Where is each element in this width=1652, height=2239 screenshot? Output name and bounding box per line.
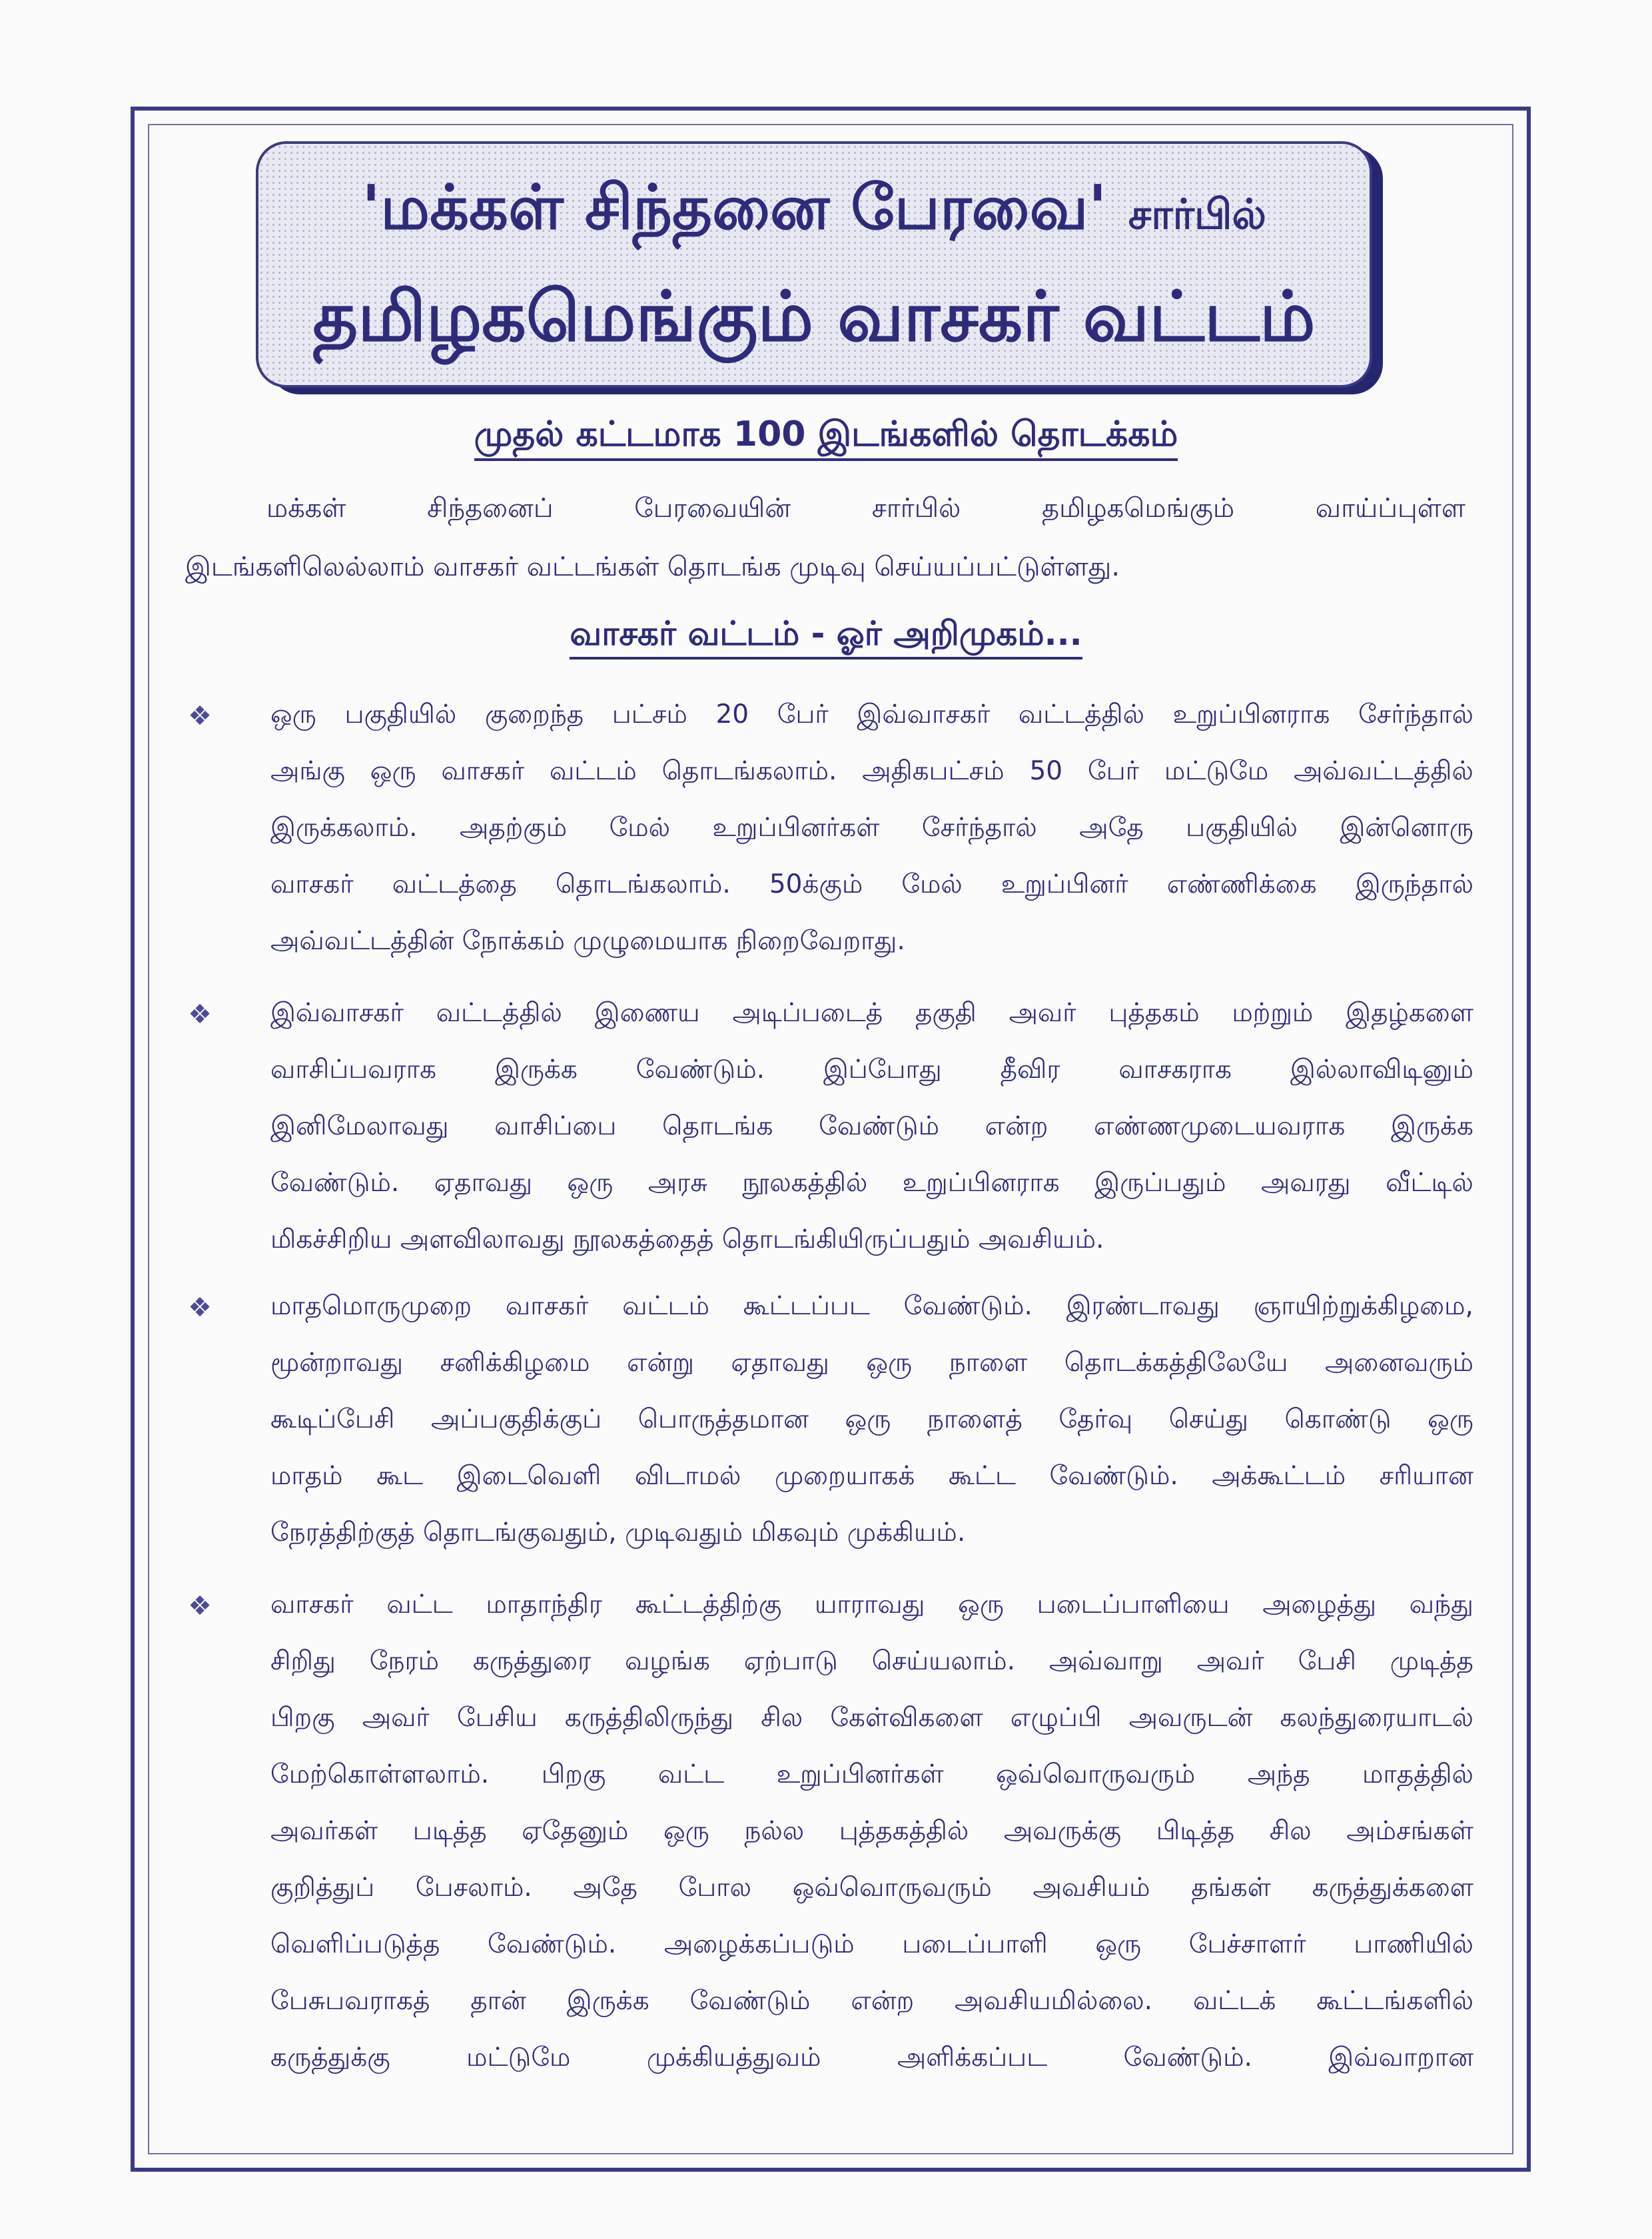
point-word: பேசலாம். [415,1873,532,1903]
point-word: கருத்துக்களை [1312,1873,1473,1903]
point-word: வாசகராக [1118,1055,1232,1085]
point-word: அதிகபட்சம் [862,756,1005,786]
point-word: அரசு [647,1168,707,1198]
point-word: என்று [627,1348,694,1378]
point-word: இவ்வாசகர் [857,699,991,729]
point-word: தொடங்க [662,1111,773,1141]
point-word: வேண்டும் [689,1986,811,2016]
intro-line-1 [266,493,1465,527]
point-word: அதற்கும் [459,813,568,843]
point-word: குறைந்த [484,699,584,729]
point-word: பிறகு [270,1703,335,1733]
subtitle-text: முதல் கட்டமாக 100 இடங்களில் தொடக்கம் [474,414,1178,461]
point-word: அவர் [1009,998,1076,1028]
point-word: சிறிது [270,1646,336,1676]
point-word: வட்டக் [1192,1986,1276,2016]
point-word: வட்டம் [622,1291,709,1321]
intro-word: சார்பில் [871,493,961,524]
point-word: செய்து [1168,1404,1248,1434]
point-word: கருத்துரை [472,1646,592,1676]
point-word: தகுதி [915,998,977,1028]
point-word: செய்யலாம். [871,1646,1016,1676]
point-word: உறுப்பினர்கள் [776,1759,944,1789]
point-word: இதழ்களை [1346,998,1473,1028]
point-word: வேண்டும் [819,1111,939,1141]
point-word: இருக்க [1391,1111,1473,1141]
point-word: சில [1269,1816,1312,1846]
point-word: முறையாகக் [774,1461,915,1491]
point-word: இவ்வாறான [1328,2042,1473,2072]
point-word: படைப்பாளி [902,1929,1048,1959]
point-word: அப்பகுதிக்குப் [430,1404,602,1434]
subtitle [0,414,1652,459]
point-1-line [270,869,1473,903]
point-word: பிடித்த [1156,1816,1235,1846]
point-word: நாளை [949,1348,1028,1378]
point-word: அம்சங்கள் [1346,1816,1473,1846]
point-1-line [270,813,1473,846]
point-word: இவ்வாசகர் [270,998,404,1028]
point-word: பேர் [777,699,829,729]
point-word: அவர் [1196,1646,1264,1676]
point-word: வழங்க [625,1646,710,1676]
point-word: தான் [470,1986,526,2016]
point-word: வட்ட [386,1589,453,1619]
point-word: தொடக்கத்திலேயே [1064,1348,1288,1378]
point-word: மாதமொருமுறை [270,1291,472,1321]
point-word: ஒரு [1428,1404,1473,1434]
point-word: மற்றும் [1232,998,1314,1028]
point-word: ஒரு [270,699,316,729]
point-word: சனிக்கிழமை [440,1348,590,1378]
point-1-line [270,756,1473,789]
point-word: கூட்டத்திற்கு [635,1589,782,1619]
bullet-icon: ❖ [188,1292,212,1323]
point-word: பேர் [1087,756,1140,786]
point-4-line [270,1646,1473,1679]
point-4-line [270,1759,1473,1793]
intro-word: தமிழகமெங்கும் [1042,493,1235,524]
point-word: இருக்கலாம். [270,813,418,843]
point-1-line [270,699,1473,733]
point-word: வாசிப்பவராக [270,1055,437,1085]
point-word: சரியான [1379,1461,1473,1491]
point-word: 50க்கும் [769,869,863,899]
point-word: பிறகு [541,1759,606,1789]
point-word: ஒரு [845,1404,891,1434]
point-word: ஒவ்வொருவரும் [996,1759,1196,1789]
point-word: ஒரு [1095,1929,1142,1959]
point-word: 50 [1029,756,1063,786]
point-4-line [270,1986,1473,2019]
point-word: வேண்டும். [488,1929,617,1959]
point-word: வேண்டும். [270,1168,400,1198]
point-word: இப்போது [823,1055,942,1085]
point-word: இருக்க [566,1986,649,2016]
point-word: மேல் [901,869,963,899]
point-word: படைப்பாளியை [1036,1589,1230,1619]
point-word: பேசுபவராகத் [270,1986,430,2016]
point-word: அவசியமில்லை. [954,1986,1153,2016]
intro-word: சிந்தனைப் [427,493,554,524]
point-word: அதே [573,1873,637,1903]
point-2-line [270,1168,1473,1201]
point-word: எண்ணமுடையவராக [1094,1111,1346,1141]
point-word: நேரம் [369,1646,440,1676]
point-word: மாதாந்திர [486,1589,603,1619]
point-word: ஒரு [866,1348,913,1378]
point-word: ஒரு [567,1168,614,1198]
point-3-line [270,1291,1473,1324]
point-word: அனைவரும் [1325,1348,1473,1378]
point-word: தங்கள் [1191,1873,1271,1903]
point-word: பாணியில் [1354,1929,1473,1959]
point-word: ஏதேனும் [522,1816,629,1846]
point-word: அழைத்து [1262,1589,1377,1619]
point-word: கொண்டு [1284,1404,1392,1434]
intro-word: பேரவையின் [634,493,791,524]
point-word: அழைக்கப்படும் [663,1929,855,1959]
point-word: வாசகர் [270,869,354,899]
point-word: கேள்விகளை [830,1703,983,1733]
point-word: கூட [376,1461,424,1491]
point-word: புத்தகத்தில் [839,1816,969,1846]
point-word: வாசகர் [441,756,525,786]
point-word: அவரது [1260,1168,1351,1198]
point-word: தேர்வு [1058,1404,1133,1434]
point-word: பகுதியில் [1186,813,1298,843]
point-word: இரண்டாவது [1066,1291,1220,1321]
point-word: கூடிப்பேசி [270,1404,395,1434]
point-word: வட்டத்தை [392,869,517,899]
point-word: சேர்ந்தால் [1358,699,1473,729]
point-word: வேண்டும். [1123,2042,1252,2072]
point-word: யாராவது [814,1589,925,1619]
point-word: வாசகர் [505,1291,589,1321]
point-word: பேச்சாளர் [1188,1929,1306,1959]
point-word: கூட்டப்பட [743,1291,870,1321]
point-word: அக்கூட்டம் [1212,1461,1346,1491]
bullet-icon: ❖ [188,701,212,731]
point-word: அவர்கள் [270,1816,378,1846]
intro-word: மக்கள் [266,493,346,524]
point-word: சேர்ந்தால் [921,813,1037,843]
title-line-1 [258,172,1370,252]
point-word: என்ற [985,1111,1048,1141]
point-word: வாசகர் [270,1589,354,1619]
point-word: தொடங்கலாம். [661,756,837,786]
point-word: மேற்கொள்ளலாம். [270,1759,490,1789]
point-4-line [270,1873,1473,1906]
point-4-line [270,1816,1473,1849]
point-4-line [270,1589,1473,1623]
point-word: வேண்டும். [1049,1461,1178,1491]
point-word: தொடங்கலாம். [555,869,731,899]
intro-line-2: இடங்களிலெல்லாம் வாசகர் வட்டங்கள் தொடங்க முடிவு செய்யப்பட்டுள்ளது. [185,552,1120,582]
point-word: மட்டுமே [466,2042,571,2072]
section-heading-text: வாசகர் வட்டம் - ஓர் அறிமுகம்... [570,614,1082,660]
point-word: முடித்த [1390,1646,1473,1676]
point-word: வேண்டும். [635,1055,765,1085]
point-word: வெளிப்படுத்த [270,1929,440,1959]
point-word: வீட்டில் [1386,1168,1473,1198]
point-3-line [270,1404,1473,1438]
section-heading [0,614,1652,658]
point-word: மூன்றாவது [270,1348,404,1378]
point-word: ஒரு [370,756,416,786]
point-word: நூலகத்தில் [742,1168,868,1198]
point-word: நல்ல [744,1816,805,1846]
point-word: உறுப்பினராக [1172,699,1330,729]
point-word: வந்து [1409,1589,1473,1619]
point-2-line [270,1111,1473,1144]
point-4-line [270,2042,1473,2076]
point-word: அவர் [362,1703,430,1733]
point-word: விடாமல் [634,1461,741,1491]
point-word: கூட்ட [948,1461,1017,1491]
point-word: உறுப்பினர் [1001,869,1128,899]
point-word: புத்தகம் [1108,998,1200,1028]
point-word: 20 [715,699,749,729]
point-word: கூட்டங்களில் [1316,1986,1473,2016]
point-word: அவசியம் [1032,1873,1150,1903]
point-word: பேசி [1298,1646,1356,1676]
point-word: அந்த [1247,1759,1310,1789]
point-word: இடைவெளி [456,1461,602,1491]
point-word: அடிப்படைத் [732,998,883,1028]
title-organization: 'மக்கள் சிந்தனை பேரவை' [362,172,1107,243]
point-word: வட்ட [657,1759,725,1789]
point-3-line: நேரத்திற்குத் தொடங்குவதும், முடிவதும் மிகவும் முக்கியம். [270,1518,966,1548]
point-3-line [270,1461,1473,1494]
point-word: இருக்க [494,1055,578,1085]
point-word: என்ற [851,1986,915,2016]
title-suffix: சார்பில் [1128,190,1266,238]
point-word: மாதம் [270,1461,343,1491]
point-word: மேல் [609,813,671,843]
point-word: ஏற்பாடு [743,1646,838,1676]
point-word: பேசிய [456,1703,538,1733]
point-word: பகுதியில் [344,699,457,729]
point-1-line: அவ்வட்டத்தின் நோக்கம் முழுமையாக நிறைவேறாது. [270,926,905,956]
point-word: மட்டுமே [1164,756,1269,786]
point-word: வட்டத்தில் [1018,699,1145,729]
point-word: கருத்துக்கு [270,2042,390,2072]
point-word: கலந்துரையாடல் [1280,1703,1473,1733]
point-word: ஒவ்வொருவரும் [792,1873,992,1903]
point-word: ஏதாவது [434,1168,533,1198]
point-word: வட்டம் [549,756,637,786]
bullet-icon: ❖ [188,999,212,1030]
point-word: கருத்திலிருந்து [564,1703,734,1733]
point-word: வட்டத்தில் [436,998,562,1028]
point-word: ஞாயிற்றுக்கிழமை, [1253,1291,1473,1321]
point-word: உறுப்பினர்கள் [712,813,880,843]
point-2-line [270,1055,1473,1088]
point-word: சில [761,1703,803,1733]
point-word: பொருத்தமான [637,1404,809,1434]
point-word: அதே [1079,813,1144,843]
point-word: அவ்வாறு [1048,1646,1163,1676]
point-word: முக்கியத்துவம் [646,2042,821,2072]
point-2-line: மிகச்சிறிய அளவிலாவது நூலகத்தைத் தொடங்கியிருப்பதும் அவசியம். [270,1224,1104,1254]
point-word: இருப்பதும் [1094,1168,1226,1198]
point-word: உறுப்பினராக [902,1168,1060,1198]
point-word: போல [678,1873,752,1903]
point-word: அங்கு [270,756,345,786]
point-word: ஒரு [958,1589,1004,1619]
point-word: அவ்வட்டத்தில் [1294,756,1473,786]
point-word: ஏதாவது [731,1348,829,1378]
title-box [256,141,1372,388]
point-word: பட்சம் [612,699,687,729]
point-word: படித்த [412,1816,487,1846]
point-word: தீவிர [1000,1055,1060,1085]
point-word: எழுப்பி [1010,1703,1102,1733]
title-line-2: தமிழகமெங்கும் வாசகர் வட்டம் [312,276,1316,357]
point-word: அளிக்கப்பட [897,2042,1048,2072]
point-3-line [270,1348,1473,1381]
point-4-line [270,1703,1473,1736]
point-word: இல்லாவிடினும் [1290,1055,1473,1085]
bullet-icon: ❖ [188,1591,212,1621]
point-word: இணைய [594,998,700,1028]
point-word: நாளைத் [927,1404,1023,1434]
point-2-line [270,998,1473,1031]
point-word: மாதத்தில் [1362,1759,1473,1789]
point-word: ஒரு [663,1816,709,1846]
point-word: எண்ணிக்கை [1166,869,1317,899]
point-word: இருந்தால் [1355,869,1473,899]
point-4-line [270,1929,1473,1963]
point-word: அவருடன் [1128,1703,1253,1733]
point-word: வேண்டும். [903,1291,1032,1321]
point-word: இனிமேலாவது [270,1111,449,1141]
point-word: அவருக்கு [1003,1816,1122,1846]
intro-word: வாய்ப்புள்ள [1315,493,1465,524]
point-word: இன்னொரு [1340,813,1473,843]
point-word: குறித்துப் [270,1873,375,1903]
point-word: வாசிப்பை [494,1111,617,1141]
